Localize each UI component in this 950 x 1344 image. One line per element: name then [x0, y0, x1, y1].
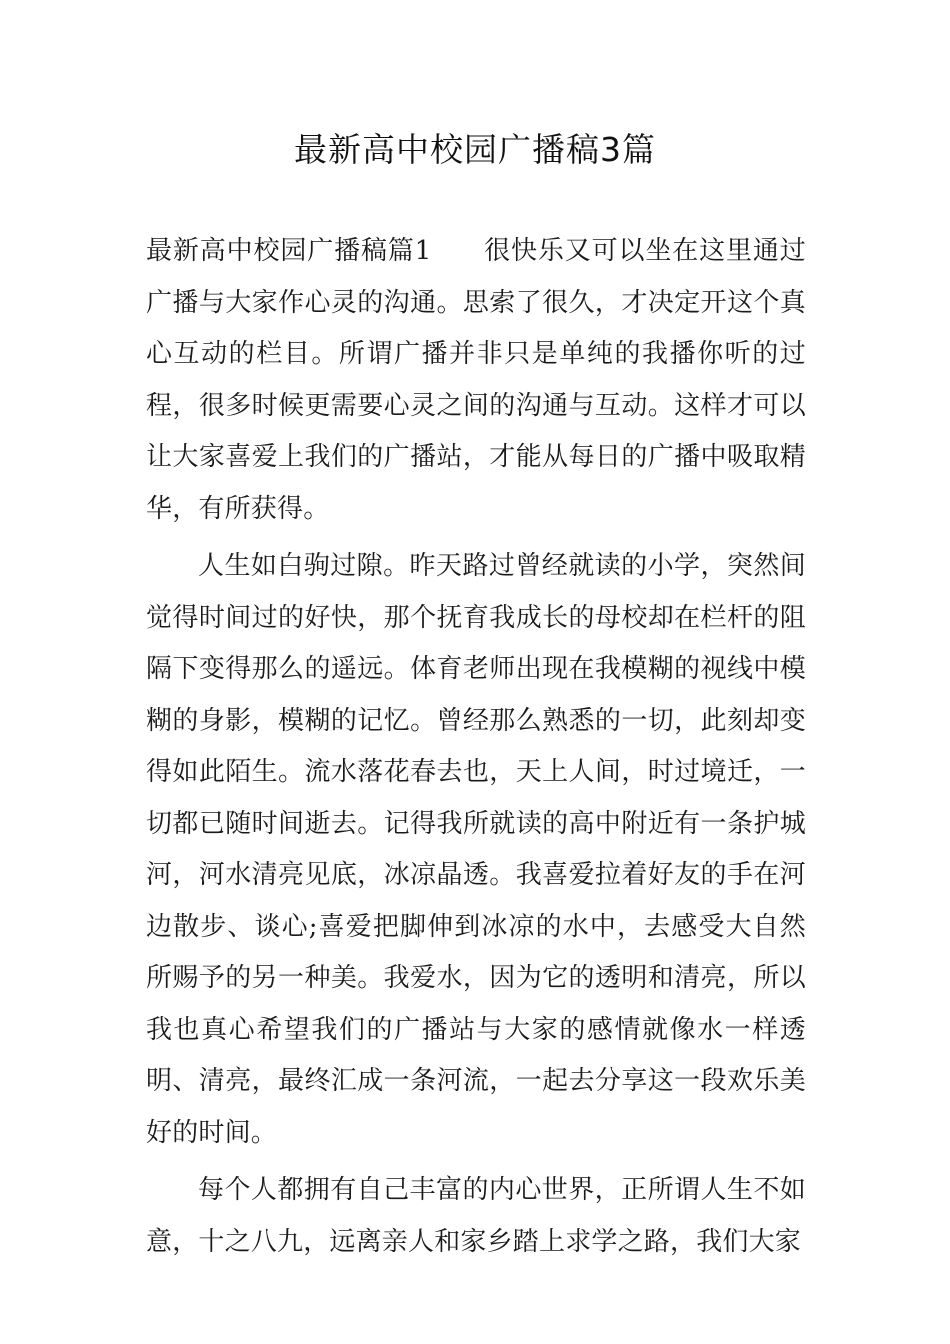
paragraph-1-text: 很快乐又可以坐在这里通过广播与大家作心灵的沟通。思索了很久，才决定开这个真心互动的栏目。所谓广播并非只是单纯的我播你听的过程，很多时候更需要心灵之间的沟通与互动。这样才可以让大家喜爱上我们的广播站，才能从每日的广播中吸取精华，有所获得。 [146, 236, 806, 524]
section-heading: 最新高中校园广播稿篇1 [146, 236, 432, 266]
document-body [146, 226, 806, 1268]
document-title: 最新高中校园广播稿3篇 [294, 130, 656, 169]
paragraph-3: 每个人都拥有自己丰富的内心世界，正所谓人生不如意，十之八九，远离亲人和家乡踏上求学之路，我们大家 [146, 1175, 806, 1257]
paragraph-2: 人生如白驹过隙。昨天路过曾经就读的小学，突然间觉得时间过的好快，那个抚育我成长的母校却在栏杆的阻隔下变得那么的遥远。体育老师出现在我模糊的视线中模糊的身影，模糊的记忆。曾经那么熟悉的一切，此刻却变得如此陌生。流水落花春去也，天上人间，时过境迁，一切都已随时间逝去。记得我所就读的高中附近有一条护城河，河水清亮见底，冰凉晶透。我喜爱拉着好友的手在河边散步、谈心;喜爱把脚伸到冰凉的水中，去感受大自然所赐予的另一种美。我爱水，因为它的透明和清亮，所以我也真心希望我们的广播站与大家的感情就像水一样透明、清亮，最终汇成一条河流，一起去分享这一段欢乐美好的时间。 [146, 551, 806, 1148]
paragraph-1 [146, 226, 806, 535]
